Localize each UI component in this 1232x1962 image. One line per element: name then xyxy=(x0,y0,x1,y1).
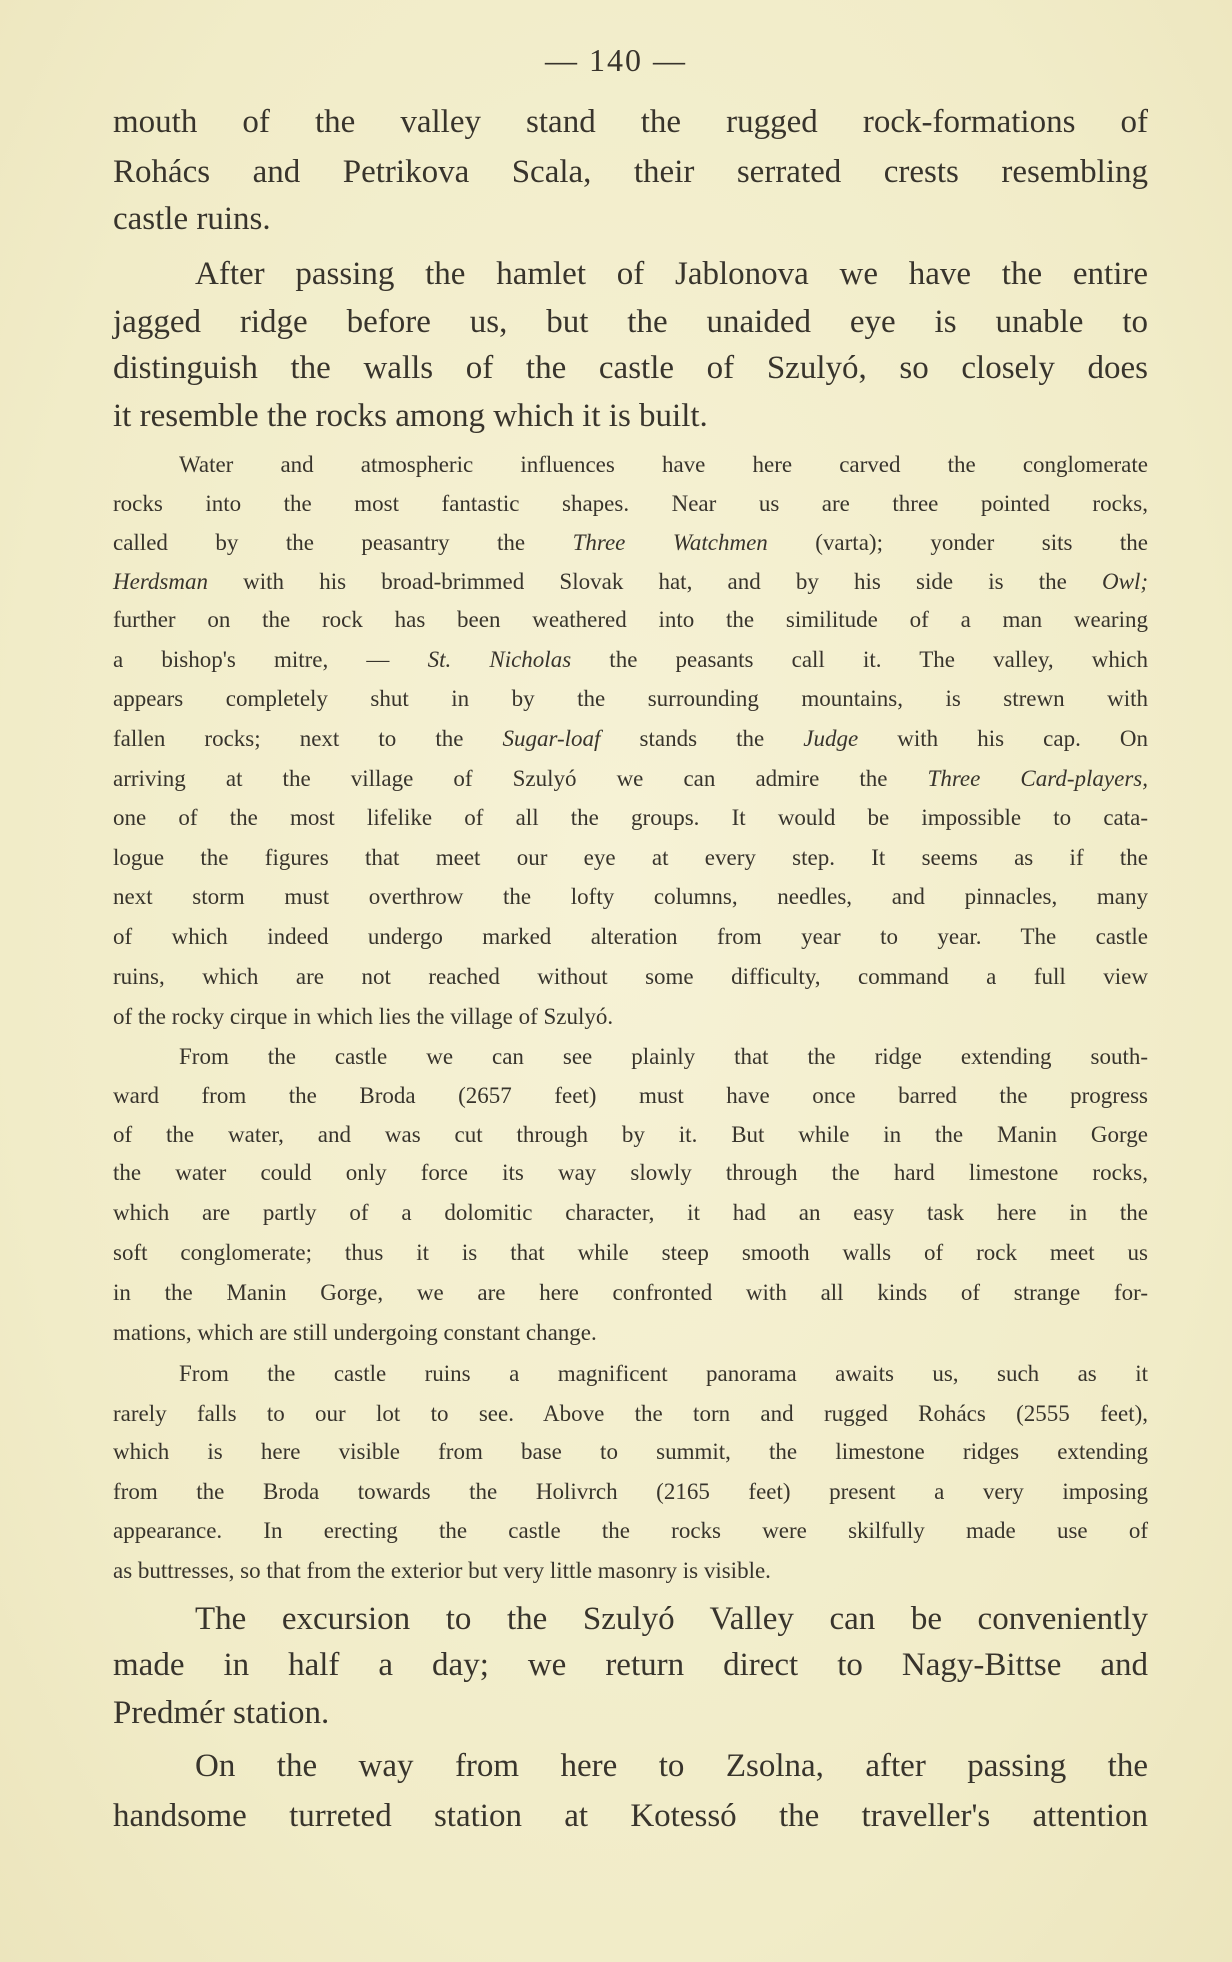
text-run: of the water, and was cut through by it. But while in the Manin Gorge xyxy=(113,1121,1148,1147)
text-run: From the castle we can see plainly that the ridge extending south- xyxy=(179,1044,1148,1069)
text-run: appearance. In erecting the castle the rocks were skilfully made use of xyxy=(113,1518,1148,1544)
text-run: rarely falls to our lot to see. Above the torn and rugged Rohács (2555 feet), xyxy=(113,1400,1148,1426)
text-line xyxy=(179,1044,1148,1070)
text-run: as buttresses, so that from the exterior but very little masonry is visible. xyxy=(113,1558,771,1584)
text-line xyxy=(113,398,1148,435)
text-run: soft conglomerate; thus it is that while steep smooth walls of rock meet us xyxy=(113,1240,1148,1266)
text-run: with his broad-brimmed Slovak hat, and by his side is the xyxy=(207,568,1102,594)
text-line xyxy=(113,1558,1148,1584)
text-line xyxy=(113,1647,1148,1684)
text-line xyxy=(195,256,1148,293)
text-line xyxy=(113,1160,1148,1186)
text-line xyxy=(113,805,1148,831)
text-run: from the Broda towards the Holivrch (2165 feet) present a very imposing xyxy=(113,1479,1148,1505)
text-run: the peasants call it. The valley, which xyxy=(571,647,1148,673)
text-run: arriving at the village of Szulyó we can admire the xyxy=(113,766,928,792)
text-line xyxy=(113,766,1148,792)
text-run: mouth of the valley stand the rugged rock-formations of xyxy=(113,103,1148,140)
text-run: After passing the hamlet of Jablonova we have the entire xyxy=(195,256,1148,293)
text-line xyxy=(113,1280,1148,1306)
text-line xyxy=(113,726,1148,752)
italic-term: Herdsman xyxy=(113,568,208,594)
text-run: ruins, which are not reached without some difficulty, command a full view xyxy=(113,963,1148,989)
page-number: — 140 — xyxy=(545,42,687,78)
text-run: it resemble the rocks among which it is built. xyxy=(113,397,708,434)
text-run: fallen rocks; next to the xyxy=(113,726,503,752)
text-run: handsome turreted station at Kotessó the traveller's attention xyxy=(113,1797,1148,1834)
text-run: the water could only force its way slowly through the hard limestone rocks, xyxy=(113,1160,1148,1186)
text-run: Rohács and Petrikova Scala, their serrated crests resembling xyxy=(113,153,1148,190)
italic-term: Owl; xyxy=(1102,568,1148,594)
text-run: one of the most lifelike of all the groups. It would be impossible to cata- xyxy=(113,805,1148,831)
text-line xyxy=(113,1401,1148,1427)
text-run: made in half a day; we return direct to Nagy-Bittse and xyxy=(113,1647,1148,1684)
text-run: of the rocky cirque in which lies the village of Szulyó. xyxy=(113,1003,614,1029)
text-run: mations, which are still undergoing constant change. xyxy=(113,1320,597,1346)
text-line xyxy=(113,304,1148,341)
text-run: which are partly of a dolomitic character, it had an easy task here in the xyxy=(113,1200,1148,1226)
text-line xyxy=(113,1479,1148,1505)
text-line xyxy=(179,1361,1148,1387)
text-line xyxy=(113,1122,1148,1148)
italic-term: Judge xyxy=(803,726,859,752)
text-run: On the way from here to Zsolna, after passing the xyxy=(195,1747,1148,1784)
text-line xyxy=(113,569,1148,595)
text-line xyxy=(113,647,1148,673)
text-run: of which indeed undergo marked alteration from year to year. The castle xyxy=(113,923,1148,949)
text-run: with his cap. On xyxy=(858,726,1148,752)
text-run: jagged ridge before us, but the unaided eye is unable to xyxy=(113,303,1148,340)
text-line xyxy=(113,686,1148,712)
text-run: further on the rock has been weathered into the similitude of a man wearing xyxy=(113,607,1148,633)
text-run: logue the figures that meet our eye at every step. It seems as if the xyxy=(113,845,1148,871)
text-run: appears completely shut in by the surrounding mountains, is strewn with xyxy=(113,686,1148,712)
text-run: which is here visible from base to summit, the limestone ridges extending xyxy=(113,1439,1148,1465)
text-line xyxy=(113,1518,1148,1544)
text-line xyxy=(113,884,1148,910)
text-line xyxy=(113,1004,1148,1030)
text-line xyxy=(113,1240,1148,1266)
text-run: a bishop's mitre, — xyxy=(113,647,428,673)
text-line xyxy=(113,1083,1148,1109)
text-line xyxy=(113,154,1148,191)
text-line xyxy=(113,1695,1148,1732)
text-line xyxy=(113,845,1148,871)
text-run: castle ruins. xyxy=(113,201,271,238)
text-line xyxy=(113,1798,1148,1835)
text-line xyxy=(113,530,1148,556)
italic-term: Three Watchmen xyxy=(572,529,768,555)
text-run: ward from the Broda (2657 feet) must have once barred the progress xyxy=(113,1082,1148,1108)
italic-term: Three Card-players, xyxy=(927,766,1148,792)
text-line xyxy=(113,1320,1148,1346)
text-line xyxy=(113,1439,1148,1465)
text-line xyxy=(113,1200,1148,1226)
text-run: rocks into the most fantastic shapes. Near us are three pointed rocks, xyxy=(113,491,1148,517)
text-line xyxy=(195,1748,1148,1785)
text-run: (varta); yonder sits the xyxy=(767,529,1148,555)
text-run: distinguish the walls of the castle of Szulyó, so closely does xyxy=(113,350,1148,387)
text-run: Predmér station. xyxy=(113,1695,330,1732)
text-run: called by the peasantry the xyxy=(113,529,573,555)
text-run: stands the xyxy=(600,726,804,752)
text-line xyxy=(113,607,1148,633)
text-line xyxy=(113,491,1148,517)
text-line xyxy=(113,201,1148,238)
italic-term: St. Nicholas xyxy=(427,647,572,673)
text-run: Water and atmospheric influences have here carved the conglomerate xyxy=(179,452,1148,478)
text-line xyxy=(113,104,1148,141)
text-run: From the castle ruins a magnificent panorama awaits us, such as it xyxy=(179,1360,1148,1386)
italic-term: Sugar-loaf xyxy=(502,726,601,752)
text-run: in the Manin Gorge, we are here confronted with all kinds of strange for- xyxy=(113,1280,1148,1306)
text-line xyxy=(113,924,1148,950)
text-line xyxy=(179,452,1148,478)
text-line xyxy=(113,350,1148,387)
text-run: The excursion to the Szulyó Valley can be conveniently xyxy=(195,1601,1148,1638)
text-run: next storm must overthrow the lofty columns, needles, and pinnacles, many xyxy=(113,883,1148,909)
text-line xyxy=(113,964,1148,990)
text-line xyxy=(195,1601,1148,1638)
